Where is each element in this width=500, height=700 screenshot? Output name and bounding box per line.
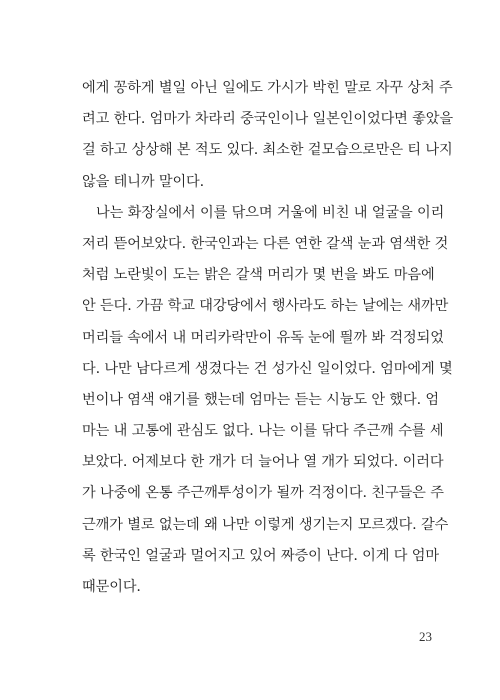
text-line: 려고 한다. 엄마가 차라리 중국인이나 일본인이었다면 좋았을	[82, 111, 453, 128]
text-line: 머리들 속에서 내 머리카락만이 유독 눈에 띌까 봐 걱정되었	[82, 329, 444, 346]
text-line: 에게 꽁하게 별일 아닌 일에도 가시가 박힌 말로 자꾸 상처 주	[82, 80, 453, 96]
text-line: 저리 뜯어보았다. 한국인과는 다른 연한 갈색 눈과 염색한 것	[82, 235, 449, 252]
text-line: 보았다. 어제보다 한 개가 더 늘어나 열 개가 되었다. 이러다	[82, 454, 444, 471]
text-line: 처럼 노란빛이 도는 밝은 갈색 머리가 몇 번을 봐도 마음에	[82, 267, 435, 284]
text-line: 록 한국인 얼굴과 멀어지고 있어 짜증이 난다. 이게 다 엄마	[82, 547, 440, 564]
paragraph-2	[82, 198, 453, 603]
text-line: 걸 하고 상상해 본 적도 있다. 최소한 겉모습으로만은 티 나지	[82, 142, 453, 159]
text-line: 때문이다.	[82, 579, 141, 595]
paragraph-1	[82, 73, 453, 198]
text-line: 번이나 염색 얘기를 했는데 엄마는 듣는 시늉도 안 했다. 엄	[82, 391, 440, 408]
page-number: 23	[419, 629, 432, 644]
body-text	[82, 73, 453, 603]
text-line: 안 든다. 가끔 학교 대강당에서 행사라도 하는 날에는 새까만	[82, 298, 449, 315]
text-line: 않을 테니까 말이다.	[82, 173, 205, 190]
text-line: 다. 나만 남다르게 생겼다는 건 성가신 일이었다. 엄마에게 몇	[82, 360, 453, 377]
text-line: 나는 화장실에서 이를 닦으며 거울에 비친 내 얼굴을 이리	[96, 204, 445, 221]
text-line: 가 나중에 온통 주근깨투성이가 될까 걱정이다. 친구들은 주	[82, 485, 444, 502]
text-line: 근깨가 별로 없는데 왜 나만 이렇게 생기는지 모르겠다. 갈수	[82, 516, 449, 533]
text-line: 마는 내 고통에 관심도 없다. 나는 이를 닦다 주근깨 수를 세	[82, 423, 444, 440]
